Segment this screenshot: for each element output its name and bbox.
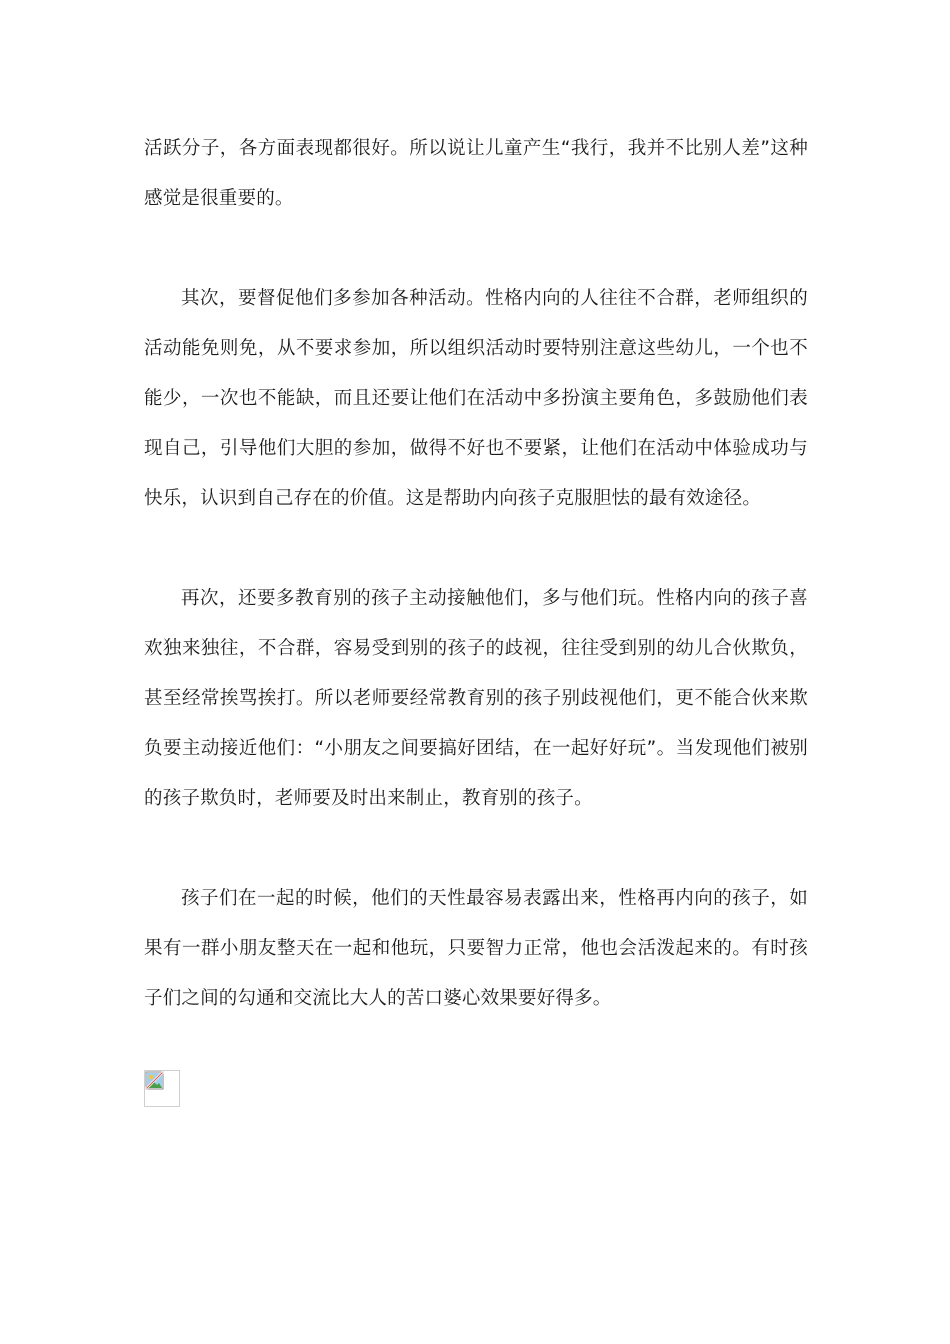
paragraph-1: 活跃分子，各方面表现都很好。所以说让儿童产生“我行，我并不比别人差”这种感觉是很重要的。 [144,138,808,209]
paragraph-gap [144,224,808,274]
paragraph-gap [144,524,808,574]
broken-image-icon [144,1070,180,1107]
paragraph-3: 再次，还要多教育别的孩子主动接触他们，多与他们玩。性格内向的孩子喜欢独来独往，不合群，容易受到别的孩子的歧视，往往受到别的幼儿合伙欺负，甚至经常挨骂挨打。所以老师要经常教育别的孩子别歧视他们，更不能合伙来欺负要主动接近他们：“小朋友之间要搞好团结，在一起好好玩”。当发现他们被别的孩子欺负时，老师要及时出来制止，教育别的孩子。 [144,588,808,809]
paragraph-gap [144,824,808,874]
document-body [144,124,808,1024]
image-placeholder-icon [145,1071,165,1091]
paragraph-2: 其次，要督促他们多参加各种活动。性格内向的人往往不合群，老师组织的活动能免则免，从不要求参加，所以组织活动时要特别注意这些幼儿，一个也不能少，一次也不能缺，而且还要让他们在活动中多扮演主要角色，多鼓励他们表现自己，引导他们大胆的参加，做得不好也不要紧，让他们在活动中体验成功与快乐，认识到自己存在的价值。这是帮助内向孩子克服胆怯的最有效途径。 [144,288,808,509]
paragraph-4: 孩子们在一起的时候，他们的天性最容易表露出来，性格再内向的孩子，如果有一群小朋友整天在一起和他玩，只要智力正常，他也会活泼起来的。有时孩子们之间的勾通和交流比大人的苦口婆心效果要好得多。 [144,888,808,1009]
